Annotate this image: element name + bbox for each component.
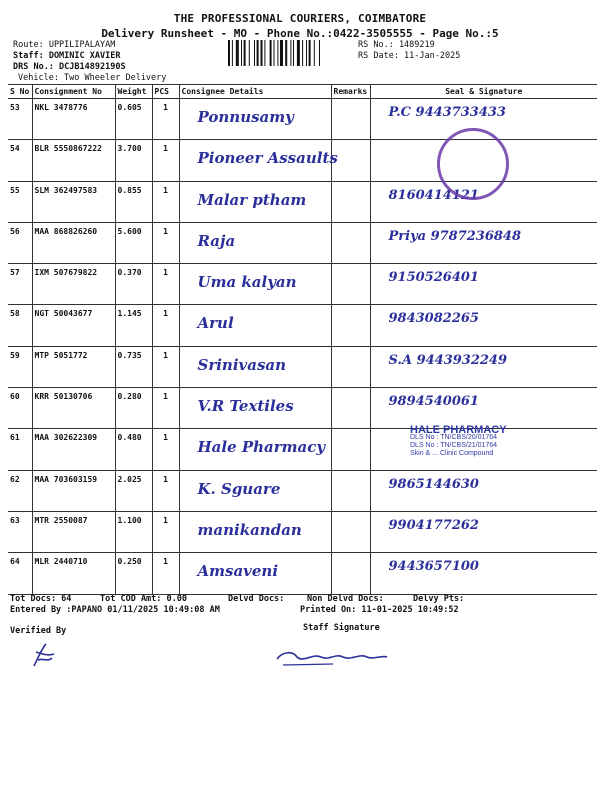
total-cod: Tot COD Amt: 0.00	[100, 594, 187, 604]
table-row	[8, 511, 597, 552]
pcs-cell: 1	[152, 553, 179, 594]
sno-cell: 58	[8, 305, 32, 346]
remarks-cell	[331, 511, 370, 552]
remarks-cell	[331, 346, 370, 387]
sno-cell: 55	[8, 181, 32, 222]
sno-cell: 60	[8, 388, 32, 429]
non-delivered-docs: Non Delvd Docs:	[307, 594, 384, 604]
consignee-cell	[179, 346, 331, 387]
staff-signature	[273, 643, 393, 669]
seal-stamp	[437, 128, 509, 200]
barcode	[228, 40, 350, 66]
handwritten-consignee: Raja	[197, 231, 236, 250]
weight-cell: 0.480	[115, 429, 152, 470]
remarks-cell	[331, 470, 370, 511]
company-title: THE PROFESSIONAL COURIERS, COIMBATORE	[173, 12, 427, 25]
col-header-remarks: Remarks	[331, 85, 370, 99]
weight-cell: 5.600	[115, 222, 152, 263]
table-row	[8, 264, 597, 305]
handwritten-consignee: Amsaveni	[197, 562, 279, 581]
consignee-cell	[179, 181, 331, 222]
consignee-cell	[179, 99, 331, 140]
consignment-cell: MTP 5051772	[32, 346, 115, 387]
table-row	[8, 181, 597, 222]
handwritten-consignee: Hale Pharmacy	[197, 438, 326, 457]
table-header-row	[8, 85, 597, 99]
weight-cell: 0.605	[115, 99, 152, 140]
consignee-cell	[179, 553, 331, 594]
total-docs: Tot Docs: 64	[10, 594, 72, 604]
weight-cell: 0.735	[115, 346, 152, 387]
route-label: Route: UPPILIPALAYAM	[13, 40, 116, 50]
sno-cell: 59	[8, 346, 32, 387]
consignment-cell: MAA 868826260	[32, 222, 115, 263]
consignee-cell	[179, 140, 338, 181]
handwritten-consignee: manikandan	[197, 520, 302, 539]
signature-cell	[370, 388, 597, 429]
table-row	[8, 346, 597, 387]
handwritten-consignee: Malar ptham	[197, 190, 307, 209]
table-row	[8, 388, 597, 429]
col-header-consignment: Consignment No	[32, 85, 115, 99]
weight-cell: 2.025	[115, 470, 152, 511]
table-row	[8, 429, 597, 470]
consignee-cell	[179, 264, 331, 305]
table-row	[8, 99, 597, 140]
stamp-line1: DLS No : TN/CBS/20/01764	[410, 434, 498, 441]
remarks-cell	[331, 553, 370, 594]
pcs-cell: 1	[152, 470, 179, 511]
remarks-cell	[331, 181, 370, 222]
consignment-cell: MLR 2440710	[32, 553, 115, 594]
pcs-cell: 1	[152, 346, 179, 387]
consignee-cell	[179, 388, 331, 429]
consignment-cell: MTR 2550087	[32, 511, 115, 552]
handwritten-consignee: Pioneer Assaults	[197, 149, 338, 168]
signature-cell	[370, 553, 597, 594]
pcs-cell: 1	[152, 99, 179, 140]
col-header-pcs: PCS	[152, 85, 179, 99]
delivered-docs: Delvd Docs:	[228, 594, 285, 604]
weight-cell: 0.280	[115, 388, 152, 429]
remarks-cell	[331, 388, 370, 429]
handwritten-consignee: Srinivasan	[197, 355, 287, 374]
signature-cell	[370, 305, 597, 346]
remarks-cell	[331, 264, 370, 305]
remarks-cell	[331, 305, 370, 346]
drs-label: DRS No.: DCJB14892190S	[13, 62, 126, 72]
sno-cell: 61	[8, 429, 32, 470]
weight-cell: 0.250	[115, 553, 152, 594]
verified-by-label: Verified By	[10, 626, 67, 636]
signature-cell	[370, 264, 597, 305]
consignee-cell	[179, 305, 331, 346]
delivery-points: Delvy Pts:	[413, 594, 465, 604]
sno-cell: 53	[8, 99, 32, 140]
signature-cell	[370, 222, 597, 263]
handwritten-consignee: Arul	[197, 314, 234, 333]
verifier-signature	[28, 640, 58, 670]
consignment-cell: KRR 50130706	[32, 388, 115, 429]
handwritten-signature: P.C 9443733433	[388, 105, 506, 120]
handwritten-signature: S.A 9443932249	[388, 352, 508, 368]
table-row	[8, 470, 597, 511]
weight-cell: 1.145	[115, 305, 152, 346]
stamp-title: HALE PHARMACY	[410, 424, 507, 436]
consignment-cell: BLR 5550867222	[32, 140, 115, 181]
pcs-cell: 1	[152, 222, 179, 263]
vehicle-label: Vehicle: Two Wheeler Delivery	[18, 73, 167, 83]
handwritten-signature: 9894540061	[388, 394, 479, 410]
handwritten-signature: 9843082265	[388, 311, 479, 327]
pcs-cell: 1	[152, 511, 179, 552]
signature-cell	[370, 346, 597, 387]
sno-cell: 56	[8, 222, 32, 263]
pcs-cell: 1	[152, 140, 179, 181]
sno-cell: 54	[8, 140, 32, 181]
staff-label: Staff: DOMINIC XAVIER	[13, 51, 121, 61]
consignee-cell	[179, 511, 331, 552]
table-row	[8, 553, 597, 594]
sno-cell: 62	[8, 470, 32, 511]
consignment-cell: NKL 3478776	[32, 99, 115, 140]
remarks-cell	[331, 99, 370, 140]
stamp-line2: DLS No : TN/CBS/21/01764	[410, 442, 498, 449]
weight-cell: 1.100	[115, 511, 152, 552]
pcs-cell: 1	[152, 305, 179, 346]
remarks-cell	[331, 429, 370, 470]
sno-cell: 64	[8, 553, 32, 594]
handwritten-signature: 9904177262	[388, 517, 479, 533]
consignee-cell	[179, 429, 331, 470]
rs-date: RS Date: 11-Jan-2025	[358, 51, 461, 61]
weight-cell: 3.700	[115, 140, 152, 181]
pcs-cell: 1	[152, 181, 179, 222]
consignment-cell: SLM 362497583	[32, 181, 115, 222]
handwritten-signature: 9443657100	[388, 559, 479, 575]
pcs-cell: 1	[152, 264, 179, 305]
printed-on: Printed On: 11-01-2025 10:49:52	[300, 605, 459, 615]
weight-cell: 0.370	[115, 264, 152, 305]
consignee-cell	[179, 222, 331, 263]
signature-cell	[370, 470, 597, 511]
col-header-seal: Seal & Signature	[370, 85, 597, 99]
handwritten-signature: 8160414121	[388, 187, 479, 203]
col-header-consignee: Consignee Details	[179, 85, 331, 99]
remarks-cell	[331, 222, 370, 263]
consignment-cell: NGT 50043677	[32, 305, 115, 346]
sno-cell: 57	[8, 264, 32, 305]
col-header-sno: S No	[8, 85, 32, 99]
signature-cell	[370, 511, 597, 552]
consignment-cell: MAA 302622309	[32, 429, 115, 470]
consignee-cell	[179, 470, 331, 511]
handwritten-consignee: Ponnusamy	[197, 108, 294, 126]
pharmacy-stamp	[410, 426, 507, 458]
stamp-line3: Skin & ... Clinic Compound	[410, 450, 494, 457]
table-row	[8, 222, 597, 263]
table-row	[8, 305, 597, 346]
handwritten-signature: Priya 9787236848	[388, 228, 522, 244]
staff-signature-label: Staff Signature	[303, 623, 380, 633]
consignment-cell: MAA 703603159	[32, 470, 115, 511]
rs-number: RS No.: 1489219	[358, 40, 435, 50]
handwritten-signature: 9865144630	[388, 476, 479, 492]
consignment-cell: IXM 507679822	[32, 264, 115, 305]
entered-by: Entered By :PAPANO 01/11/2025 10:49:08 AM	[10, 605, 220, 615]
handwritten-consignee: V.R Textiles	[197, 397, 294, 416]
handwritten-consignee: Uma kalyan	[197, 273, 297, 292]
handwritten-signature: 9150526401	[388, 270, 479, 286]
handwritten-consignee: K. Sguare	[197, 479, 281, 498]
pcs-cell: 1	[152, 388, 179, 429]
pcs-cell: 1	[152, 429, 179, 470]
runsheet-subtitle: Delivery Runsheet - MO - Phone No.:0422-3505555 - Page No.:5	[101, 27, 499, 40]
sno-cell: 63	[8, 511, 32, 552]
weight-cell: 0.855	[115, 181, 152, 222]
col-header-weight: Weight	[115, 85, 152, 99]
